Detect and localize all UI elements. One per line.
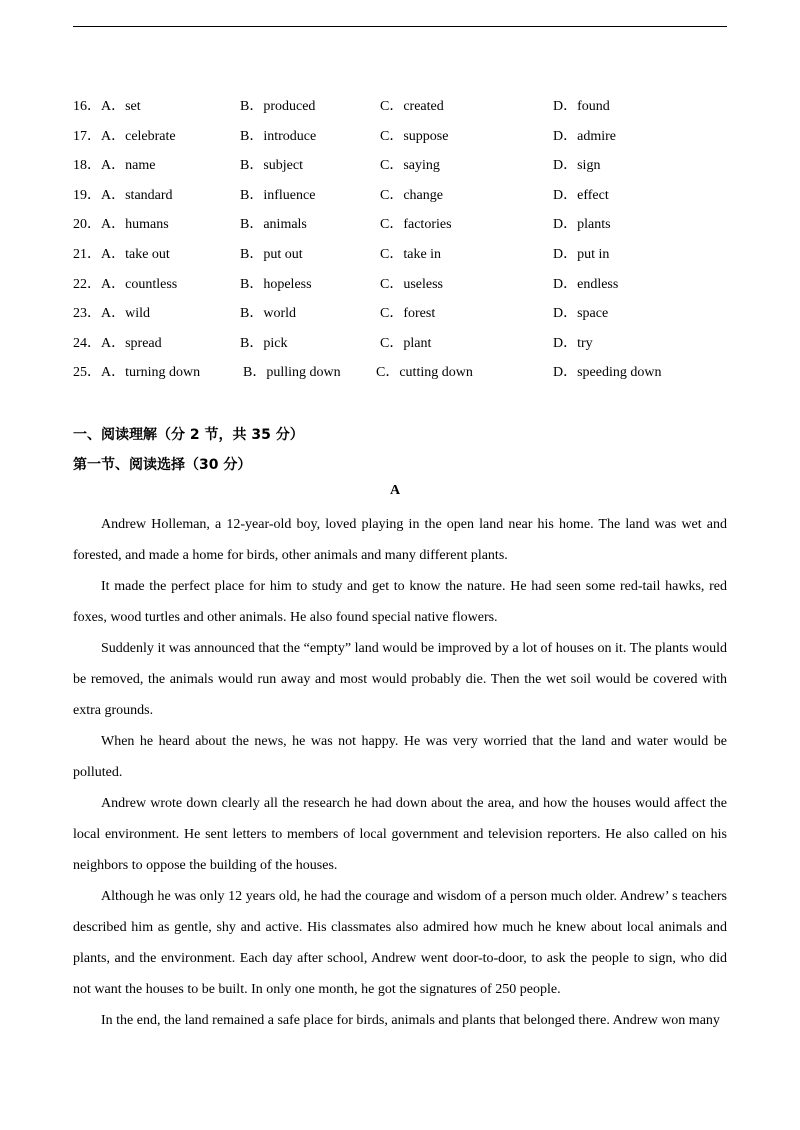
option-d: D．put in — [553, 246, 610, 262]
option-a: 16．A．set — [73, 99, 141, 114]
option-d: D．admire — [553, 128, 616, 144]
option-row-16 — [73, 96, 733, 126]
option-a: 19．A．standard — [73, 187, 173, 203]
option-c: C．factories — [380, 217, 452, 233]
option-row-17 — [73, 126, 733, 156]
option-c: C．suppose — [380, 128, 449, 144]
paragraph: Andrew wrote down clearly all the research he had down about the area, and how the houses would affect the local environment. He sent letters to members of local government and television reporters. He also called on his neighbors to oppose the building of the houses. — [73, 796, 727, 873]
option-a: 24．A．spread — [73, 335, 162, 351]
option-c: C．cutting down — [376, 365, 473, 381]
option-row-21 — [73, 244, 733, 274]
paragraph: When he heard about the news, he was not happy. He was very worried that the land and water would be polluted. — [73, 734, 727, 780]
option-a: 22．A．countless — [73, 276, 178, 292]
option-row-18 — [73, 155, 733, 185]
option-a: 20．A．humans — [73, 217, 169, 233]
passage-label: A — [389, 483, 401, 498]
option-row-19 — [73, 185, 733, 215]
option-b: B．world — [240, 306, 296, 322]
option-b: B．put out — [240, 246, 303, 262]
paragraph: It made the perfect place for him to study and get to know the nature. He had seen some red-tail hawks, red foxes, wood turtles and other animals. He also found special native flowers. — [73, 579, 727, 625]
paragraph: Although he was only 12 years old, he had the courage and wisdom of a person much older. Andrew’ s teachers described him as gentle, shy and active. His classmates also admired how much he knew about local animals and plants, and the environment. Each day after school, Andrew went door-to-door, to ask the people to sign, who did not want the houses to be built. In only one month, he got the signatures of 250 people. — [73, 889, 727, 997]
option-a: 17．A．celebrate — [73, 128, 176, 144]
option-row-23 — [73, 303, 733, 333]
option-row-20 — [73, 214, 733, 244]
option-d: D．endless — [553, 276, 619, 292]
option-a: 21．A．take out — [73, 246, 170, 262]
option-a: 25．A．turning down — [73, 365, 201, 381]
option-d: D．speeding down — [553, 365, 662, 381]
paragraph: Suddenly it was announced that the “empty” land would be improved by a lot of houses on it. The plants would be removed, the animals would run away and most would probably die. Then the wet soil would be covered with extra grounds. — [73, 641, 727, 718]
option-c: C．plant — [380, 335, 432, 351]
option-a: 23．A．wild — [73, 306, 150, 322]
option-b: B．animals — [240, 217, 307, 233]
option-b: B．subject — [240, 158, 303, 174]
option-d: D．space — [553, 306, 609, 322]
option-c: C．forest — [380, 306, 436, 322]
option-b: B．pulling down — [243, 365, 341, 381]
option-b: B．pick — [240, 335, 288, 351]
option-c: C．change — [380, 187, 443, 203]
option-row-24 — [73, 333, 733, 363]
option-c: C．created — [380, 99, 444, 114]
option-d: D．sign — [553, 158, 601, 174]
option-b: B．produced — [240, 99, 316, 114]
paragraph: Andrew Holleman, a 12-year-old boy, loved playing in the open land near his home. The land was wet and forested, and made a home for birds, other animals and many different plants. — [73, 517, 727, 563]
header-rule — [73, 26, 727, 27]
options-list — [73, 96, 733, 392]
option-b: B．influence — [240, 187, 316, 203]
option-row-25 — [73, 362, 733, 392]
subsection-heading: 第一节、阅读选择（30 分） — [73, 457, 252, 473]
paragraph: In the end, the land remained a safe place for birds, animals and plants that belonged there. Andrew won many — [101, 1013, 720, 1028]
option-c: C．take in — [380, 246, 442, 262]
passage-text — [73, 509, 727, 1036]
option-b: B．introduce — [240, 128, 317, 144]
option-c: C．saying — [380, 158, 440, 174]
option-d: D．try — [553, 335, 593, 351]
option-d: D．effect — [553, 187, 609, 203]
option-d: D．found — [553, 99, 610, 114]
option-a: 18．A．name — [73, 158, 156, 174]
option-d: D．plants — [553, 217, 611, 233]
section-heading: 一、阅读理解（分 2 节，共 35 分） — [73, 427, 304, 443]
option-b: B．hopeless — [240, 276, 312, 292]
option-c: C．useless — [380, 276, 443, 292]
option-row-22 — [73, 274, 733, 304]
